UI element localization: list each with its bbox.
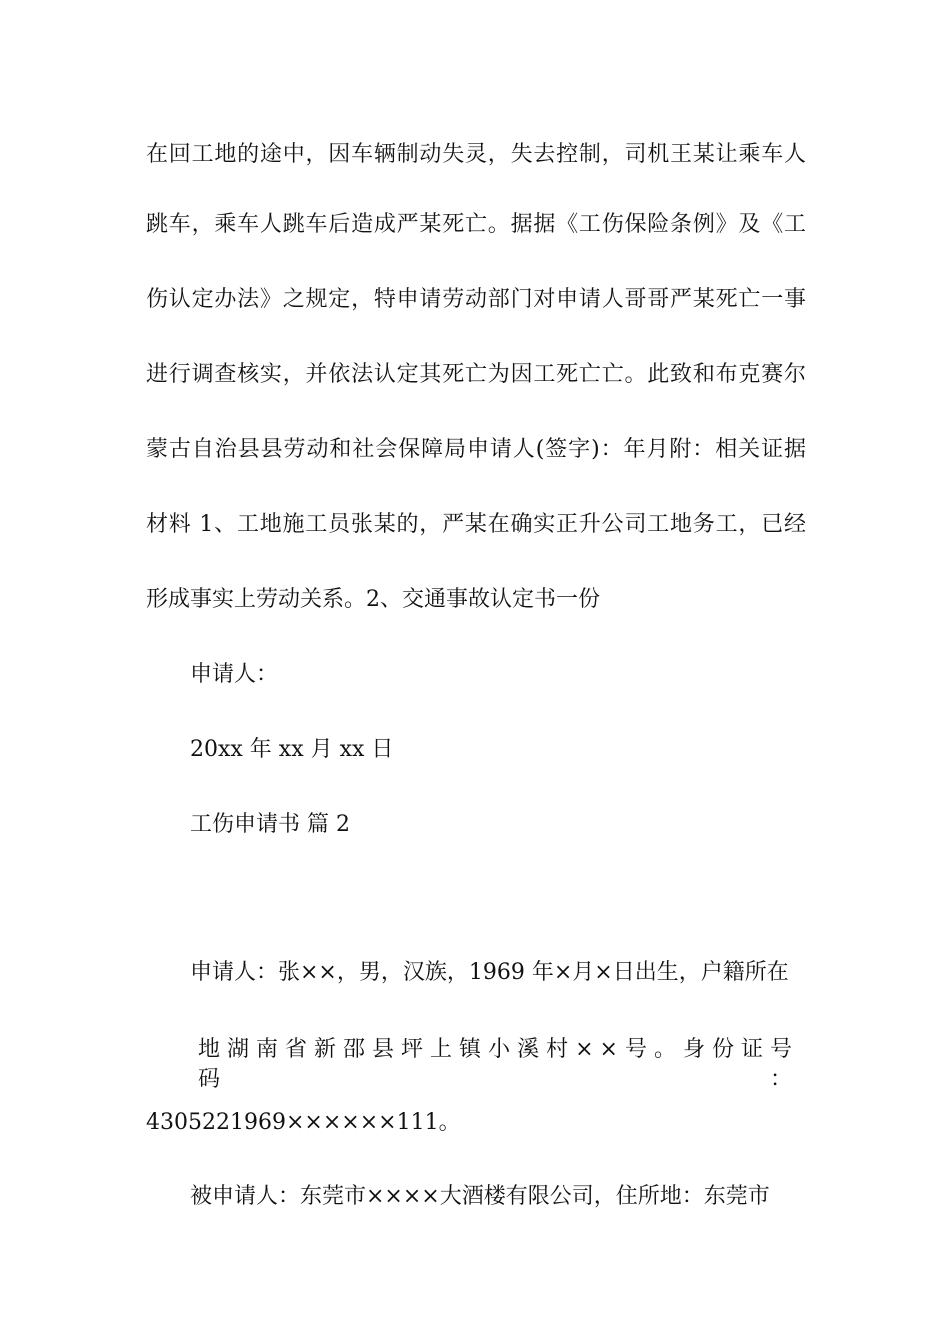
applicant-line-2: 地湖南省新邵县坪上镇小溪村××号。身份证号码：: [198, 1037, 798, 1092]
paragraph-line-4: 进行调查核实，并依法认定其死亡为因工死亡亡。此致和布克赛尔: [146, 362, 806, 387]
signature-label: 申请人：: [190, 662, 279, 687]
paragraph-line-5: 蒙古自治县县劳动和社会保障局申请人(签字)：年月附：相关证据: [146, 437, 806, 462]
applicant-line-3: 4305221969××××××111。: [146, 1110, 461, 1135]
paragraph-line-1: 在回工地的途中，因车辆制动失灵，失去控制，司机王某让乘车人: [146, 142, 806, 167]
paragraph-line-7: 形成事实上劳动关系。2、交通事故认定书一份: [146, 587, 600, 612]
date-line: 20xx 年 xx 月 xx 日: [190, 737, 394, 762]
paragraph-line-6: 材料 1、工地施工员张某的，严某在确实正升公司工地务工，已经: [146, 512, 806, 537]
paragraph-line-2: 跳车，乘车人跳车后造成严某死亡。据据《工伤保险条例》及《工: [146, 212, 806, 237]
applicant-line-1: 申请人：张××，男，汉族，1969 年×月×日出生，户籍所在: [190, 960, 789, 985]
paragraph-line-3: 伤认定办法》之规定，特申请劳动部门对申请人哥哥严某死亡一事: [146, 287, 806, 312]
respondent-line-1: 被申请人：东莞市××××大酒楼有限公司，住所地：东莞市: [190, 1184, 770, 1209]
section-title: 工伤申请书 篇 2: [190, 812, 350, 837]
